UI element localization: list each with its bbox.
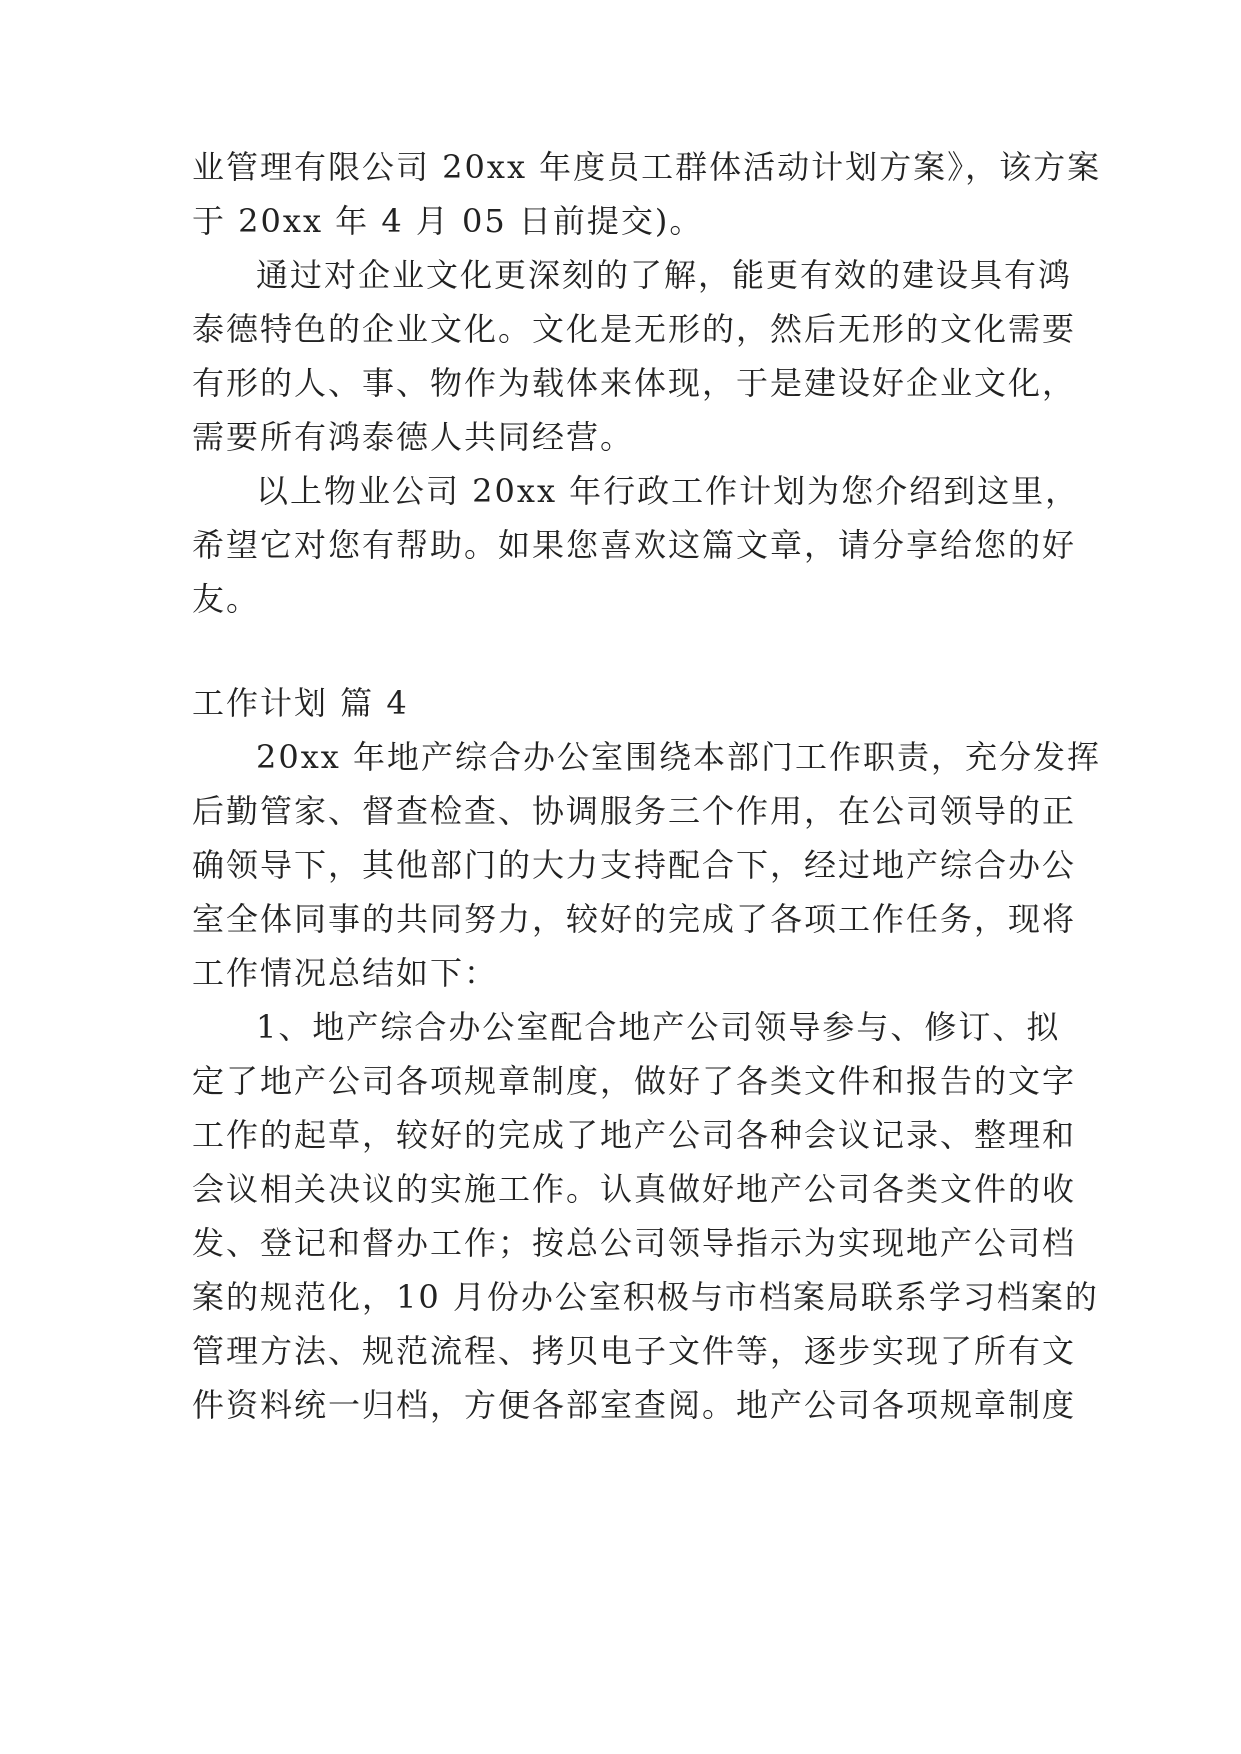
paragraph-start-line: 20xx 年地产综合办公室围绕本部门工作职责，充分发挥	[256, 738, 1101, 776]
text-line: 于 20xx 年 4 月 05 日前提交)。	[192, 202, 704, 240]
paragraph-start-line: 通过对企业文化更深刻的了解，能更有效的建设具有鸿	[256, 256, 1073, 294]
text-line: 工作情况总结如下：	[192, 954, 499, 992]
section-heading: 工作计划 篇 4	[192, 684, 409, 722]
paragraph-start-line: 以上物业公司 20xx 年行政工作计划为您介绍到这里，	[256, 472, 1080, 510]
text-line: 定了地产公司各项规章制度，做好了各类文件和报告的文字	[192, 1062, 1077, 1100]
text-line: 工作的起草，较好的完成了地产公司各种会议记录、整理和	[192, 1116, 1077, 1154]
text-line: 件资料统一归档，方便各部室查阅。地产公司各项规章制度	[192, 1386, 1077, 1424]
paragraph-start-line: 1、地产综合办公室配合地产公司领导参与、修订、拟	[256, 1008, 1061, 1046]
text-line: 泰德特色的企业文化。文化是无形的，然后无形的文化需要	[192, 310, 1077, 348]
text-line: 案的规范化，10 月份办公室积极与市档案局联系学习档案的	[192, 1278, 1099, 1316]
text-line: 有形的人、事、物作为载体来体现，于是建设好企业文化，	[192, 364, 1077, 402]
text-line: 室全体同事的共同努力，较好的完成了各项工作任务，现将	[192, 900, 1077, 938]
text-line: 希望它对您有帮助。如果您喜欢这篇文章，请分享给您的好	[192, 526, 1077, 564]
text-line: 管理方法、规范流程、拷贝电子文件等，逐步实现了所有文	[192, 1332, 1077, 1370]
text-line: 需要所有鸿泰德人共同经营。	[192, 418, 635, 456]
text-line: 后勤管家、督查检查、协调服务三个作用，在公司领导的正	[192, 792, 1077, 830]
text-line: 友。	[192, 580, 261, 618]
text-line: 业管理有限公司 20xx 年度员工群体活动计划方案》，该方案	[192, 148, 1102, 186]
text-line: 发、登记和督办工作；按总公司领导指示为实现地产公司档	[192, 1224, 1077, 1262]
text-line: 确领导下，其他部门的大力支持配合下，经过地产综合办公	[192, 846, 1077, 884]
text-line: 会议相关决议的实施工作。认真做好地产公司各类文件的收	[192, 1170, 1077, 1208]
